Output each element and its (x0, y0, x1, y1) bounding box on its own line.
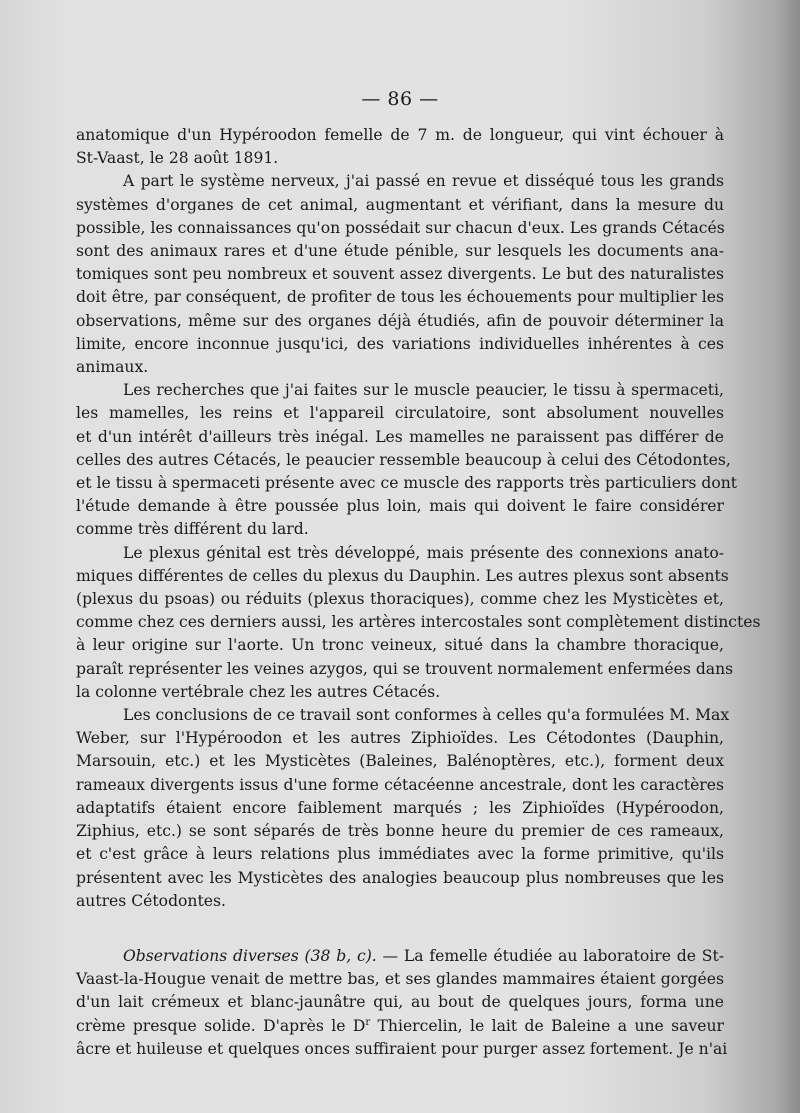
doctor-rest: Thiercelin, le lait de Baleine a une saveur (370, 1016, 724, 1035)
text-line (76, 945, 724, 968)
text-line: Le plexus génital est très développé, mais présente des connexions anato- (123, 543, 724, 562)
observations-first-line: — La femelle étudiée au laboratoire de St- (376, 946, 724, 965)
text-line: adaptatifs étaient encore faiblement marqués ; les Ziphioïdes (Hypéroodon, (76, 798, 724, 817)
text-line: paraît représenter les veines azygos, qui se trouvent normalement enfermées dans (76, 659, 734, 678)
text-line: Les recherches que j'ai faites sur le muscle peaucier, le tissu à spermaceti, (123, 381, 724, 400)
page-number: — 86 — (361, 88, 439, 110)
text-line: Ziphius, etc.) se sont séparés de très bonne heure du premier de ces rameaux, (76, 822, 724, 841)
paragraph (76, 124, 724, 170)
paragraph (76, 704, 730, 913)
text-line: la colonne vertébrale chez les autres Cétacés. (76, 682, 441, 701)
text-line: âcre et huileuse et quelques onces suffiraient pour purger assez fortement. Je n'ai (76, 1039, 728, 1058)
text-line: systèmes d'organes de cet animal, augmentant et vérifiant, dans la mesure du (76, 195, 724, 214)
text-line: St-Vaast, le 28 août 1891. (76, 149, 279, 168)
text-line: autres Cétodontes. (76, 891, 226, 910)
text-line: observations, même sur des organes déjà étudiés, afin de pouvoir déterminer la (76, 311, 724, 330)
doctor-superscript: r (365, 1016, 371, 1028)
text-line: Vaast-la-Hougue venait de mettre bas, et ses glandes mammaires étaient gorgées (76, 970, 724, 989)
paragraph (76, 542, 761, 704)
doctor-text: crème presque solide. D'après le D (76, 1016, 366, 1035)
text-line: animaux. (76, 358, 149, 377)
paragraph (76, 379, 738, 541)
text-line: rameaux divergents issus d'une forme cétacéenne ancestrale, dont les caractères (76, 775, 724, 794)
text-line: les mamelles, les reins et l'appareil circulatoire, sont absolument nouvelles (76, 404, 724, 423)
text-line (76, 1015, 724, 1038)
observations-paragraph (76, 945, 728, 1061)
section-gap (76, 913, 724, 945)
observations-heading: Observations diverses (38 b, c). (123, 946, 377, 965)
text-line: Marsouin, etc.) et les Mysticètes (Baleines, Balénoptères, etc.), forment deux (76, 752, 724, 771)
text-line: celles des autres Cétacés, le peaucier ressemble beaucoup à celui des Cétodontes, (76, 450, 731, 469)
text-line: et le tissu à spermaceti présente avec ce muscle des rapports très particuliers dont (76, 474, 738, 493)
text-line: doit être, par conséquent, de profiter de tous les échouements pour multiplier les (76, 288, 724, 307)
text-line: miques différentes de celles du plexus du Dauphin. Les autres plexus sont absents (76, 566, 729, 585)
text-line: limite, encore inconnue jusqu'ici, des variations individuelles inhérentes à ces (76, 334, 724, 353)
text-line: et c'est grâce à leurs relations plus immédiates avec la forme primitive, qu'ils (76, 845, 724, 864)
text-line: possible, les connaissances qu'on possédait sur chacun d'eux. Les grands Cétacés (76, 218, 725, 237)
text-line: Les conclusions de ce travail sont conformes à celles qu'a formulées M. Max (123, 706, 730, 725)
text-line: présentent avec les Mysticètes des analogies beaucoup plus nombreuses que les (76, 868, 724, 887)
text-line: comme très différent du lard. (76, 520, 309, 539)
text-line: sont des animaux rares et d'une étude pénible, sur lesquels les documents ana- (76, 242, 724, 261)
text-line: anatomique d'un Hypéroodon femelle de 7 m. de longueur, qui vint échouer à (76, 126, 724, 144)
body-text (76, 124, 761, 1061)
paragraph (76, 170, 724, 379)
text-line: et d'un intérêt d'ailleurs très inégal. Les mamelles ne paraissent pas différer de (76, 427, 724, 446)
text-line: (plexus du psoas) ou réduits (plexus thoraciques), comme chez les Mysticètes et, (76, 590, 724, 609)
text-line: à leur origine sur l'aorte. Un tronc veineux, situé dans la chambre thoracique, (76, 636, 724, 655)
text-line: A part le système nerveux, j'ai passé en revue et disséqué tous les grands (123, 172, 724, 191)
text-line: comme chez ces derniers aussi, les artères intercostales sont complètement distinctes (76, 613, 761, 632)
text-line: tomiques sont peu nombreux et souvent assez divergents. Le but des naturalistes (76, 265, 724, 284)
text-line: l'étude demande à être poussée plus loin, mais qui doivent le faire considérer (76, 497, 724, 516)
text-line: Weber, sur l'Hypéroodon et les autres Ziphioïdes. Les Cétodontes (Dauphin, (76, 729, 724, 748)
text-line: d'un lait crémeux et blanc-jaunâtre qui, au bout de quelques jours, forma une (76, 993, 724, 1012)
